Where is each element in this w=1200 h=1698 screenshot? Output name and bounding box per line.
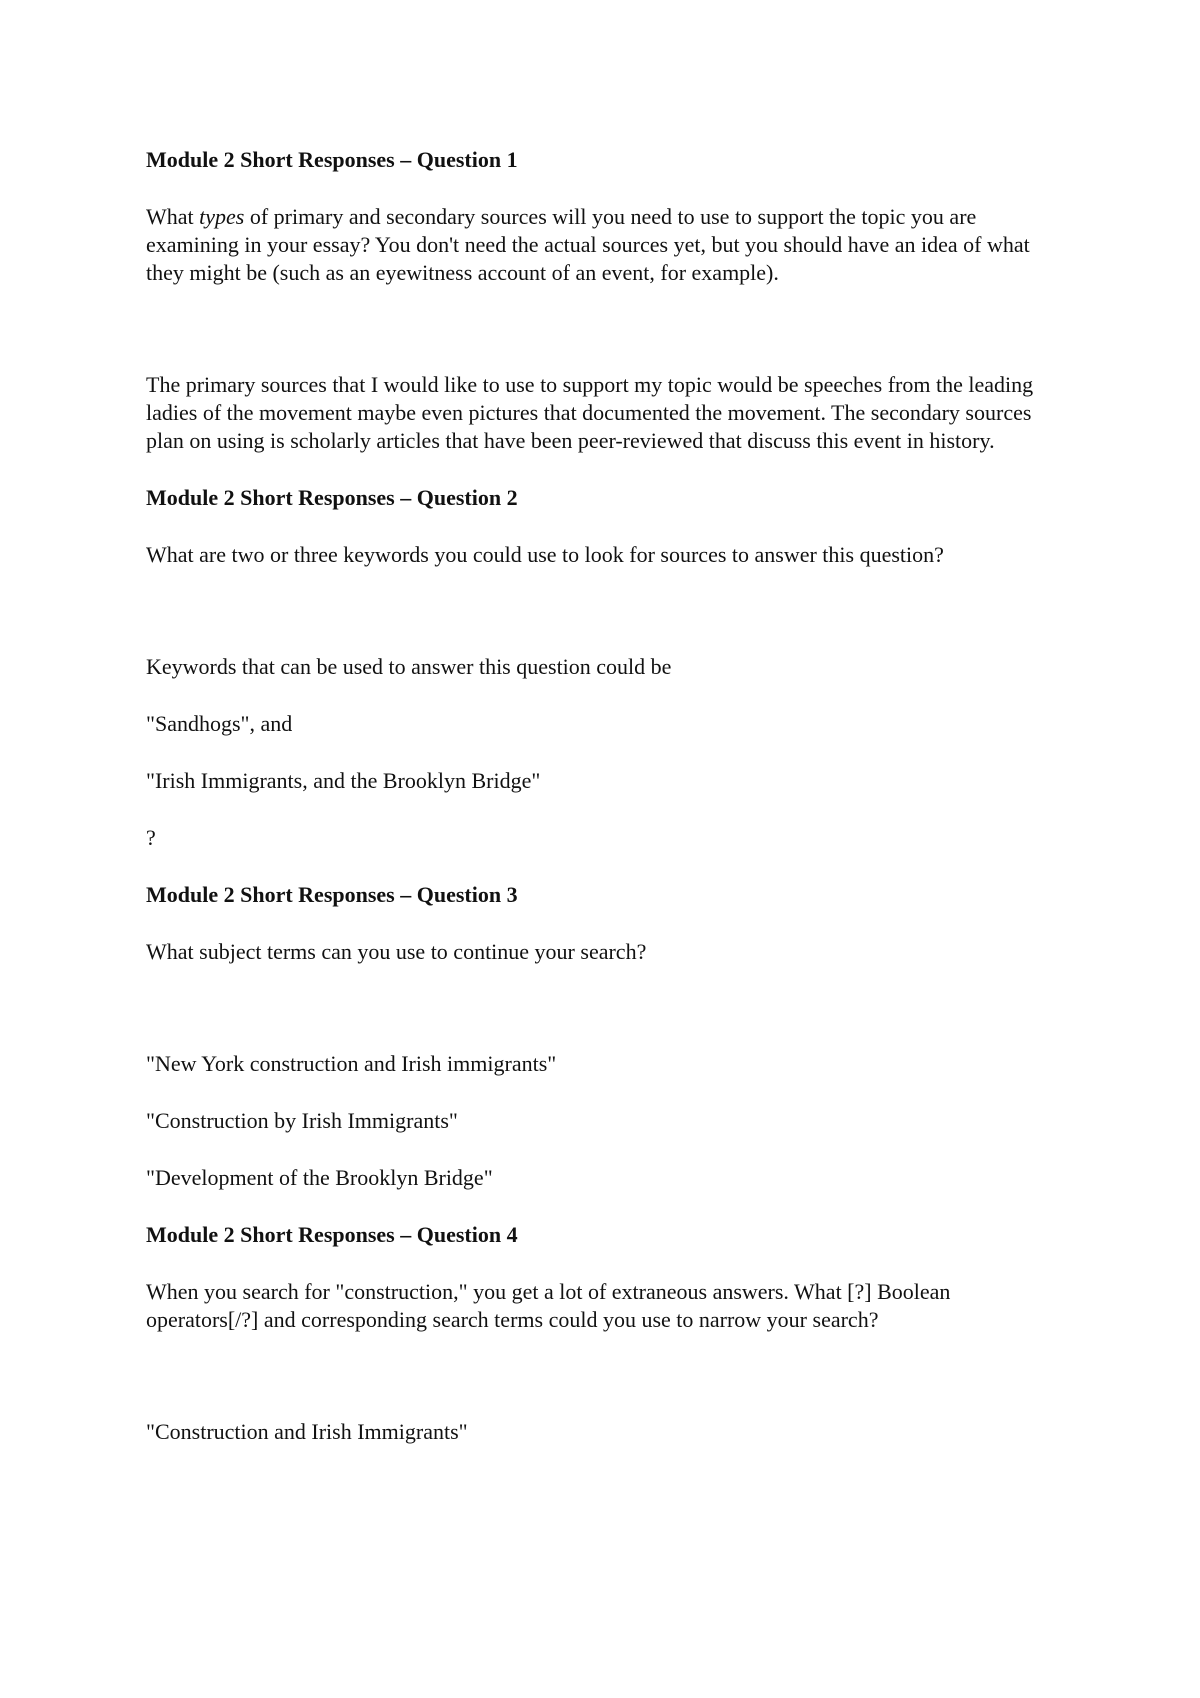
question-2-answer-line: Keywords that can be used to answer this question could be xyxy=(146,654,672,679)
question-1-prompt xyxy=(146,203,1066,287)
question-2-prompt: What are two or three keywords you could use to look for sources to answer this question? xyxy=(146,542,944,567)
question-2-heading: Module 2 Short Responses – Question 2 xyxy=(146,485,518,510)
question-2-answer-line: "Sandhogs", and xyxy=(146,711,293,736)
question-3-answer-line: "New York construction and Irish immigrants" xyxy=(146,1051,557,1076)
question-1-heading: Module 2 Short Responses – Question 1 xyxy=(146,147,518,172)
question-3-answer-line: "Development of the Brooklyn Bridge" xyxy=(146,1165,493,1190)
document-page xyxy=(146,146,1066,1446)
question-2-answer-line: ? xyxy=(146,825,156,850)
question-4-prompt: When you search for "construction," you get a lot of extraneous answers. What [?] Boolean operators[/?] and corresponding search terms could you use to narrow your search? xyxy=(146,1279,951,1332)
question-3-heading: Module 2 Short Responses – Question 3 xyxy=(146,882,518,907)
question-2-answer-line: "Irish Immigrants, and the Brooklyn Bridge" xyxy=(146,768,541,793)
question-3-answer-line: "Construction by Irish Immigrants" xyxy=(146,1108,458,1133)
question-1-prompt-emphasis: types xyxy=(199,204,245,229)
question-3-prompt: What subject terms can you use to continue your search? xyxy=(146,939,647,964)
question-4-heading: Module 2 Short Responses – Question 4 xyxy=(146,1222,518,1247)
question-1-prompt-rest: of primary and secondary sources will you need to use to support the topic you are examining in your essay? You don't need the actual sources yet, but you should have an idea of what they might be (such as an eyewitness account of an event, for example). xyxy=(146,204,1030,285)
question-1-prompt-start: What xyxy=(146,204,200,229)
question-4-answer: "Construction and Irish Immigrants" xyxy=(146,1419,468,1444)
question-1-answer: The primary sources that I would like to use to support my topic would be speeches from the leading ladies of the movement maybe even pictures that documented the movement. The secondary sources plan on using is scholarly articles that have been peer-reviewed that discuss this event in history. xyxy=(146,372,1034,453)
